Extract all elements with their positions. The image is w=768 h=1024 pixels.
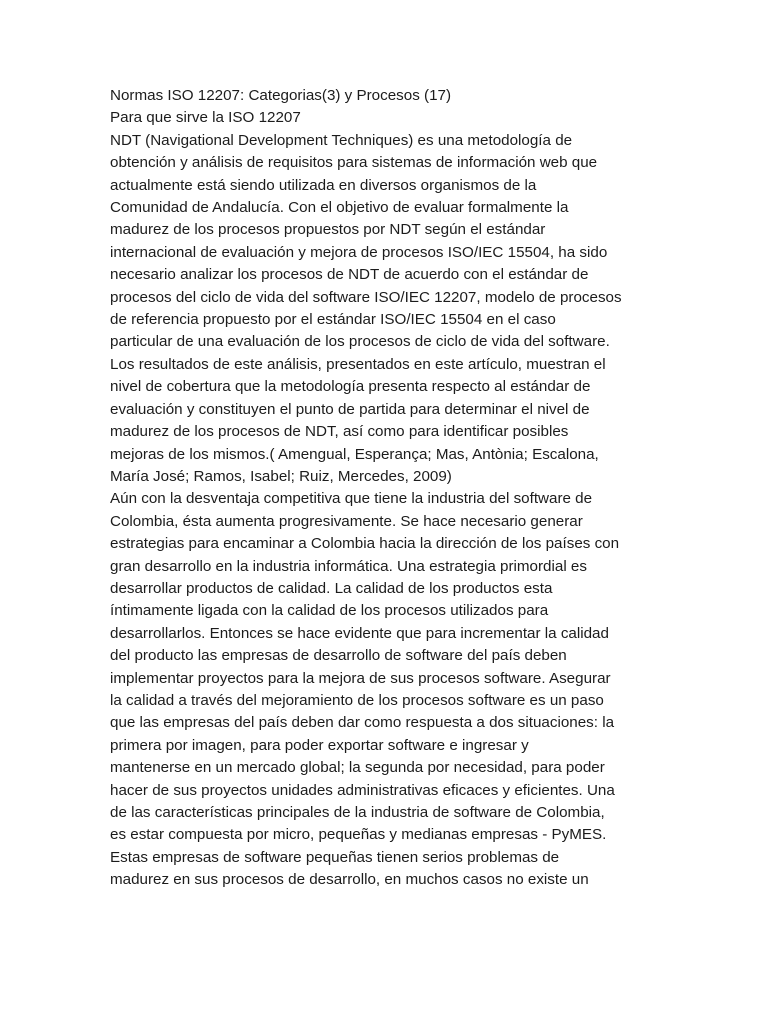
paragraph-line: implementar proyectos para la mejora de sus procesos software. Asegurar — [110, 669, 611, 687]
paragraph-line: gran desarrollo en la industria informática. Una estrategia primordial es — [110, 557, 587, 575]
paragraph-line: madurez de los procesos de NDT, así como para identificar posibles — [110, 423, 569, 441]
paragraph-line: actualmente está siendo utilizada en diversos organismos de la — [110, 176, 537, 194]
paragraph-line: íntimamente ligada con la calidad de los procesos utilizados para — [110, 602, 549, 620]
paragraph-colombia — [110, 488, 662, 891]
document-title: Normas ISO 12207: Categorias(3) y Procesos (17) — [110, 87, 452, 104]
paragraph-line: Colombia, ésta aumenta progresivamente. Se hace necesario generar — [110, 512, 583, 530]
paragraph-line: Aún con la desventaja competitiva que tiene la industria del software de — [110, 490, 593, 508]
paragraph-line: de referencia propuesto por el estándar ISO/IEC 15504 en el caso — [110, 311, 556, 329]
paragraph-line: evaluación y constituyen el punto de partida para determinar el nivel de — [110, 400, 590, 418]
paragraph-line: madurez en sus procesos de desarrollo, en muchos casos no existe un — [110, 871, 589, 889]
paragraph-line: la calidad a través del mejoramiento de los procesos software es un paso — [110, 691, 604, 709]
paragraph-ndt — [110, 130, 662, 489]
paragraph-line: procesos del ciclo de vida del software ISO/IEC 12207, modelo de procesos — [110, 288, 622, 306]
paragraph-line: es estar compuesta por micro, pequeñas y medianas empresas - PyMES. — [110, 826, 607, 844]
paragraph-line: particular de una evaluación de los procesos de ciclo de vida del software. — [110, 333, 610, 351]
paragraph-line: mantenerse en un mercado global; la segunda por necesidad, para poder — [110, 759, 605, 777]
paragraph-line: hacer de sus proyectos unidades administrativas eficaces y eficientes. Una — [110, 781, 615, 799]
paragraph-line: María José; Ramos, Isabel; Ruiz, Mercedes, 2009) — [110, 467, 452, 485]
paragraph-line: estrategias para encaminar a Colombia hacia la dirección de los países con — [110, 535, 620, 553]
paragraph-line: Estas empresas de software pequeñas tienen serios problemas de — [110, 848, 560, 866]
paragraph-line: Comunidad de Andalucía. Con el objetivo de evaluar formalmente la — [110, 199, 569, 217]
document-body — [110, 85, 662, 892]
paragraph-line: madurez de los procesos propuestos por NDT según el estándar — [110, 221, 546, 239]
document-subtitle: Para que sirve la ISO 12207 — [110, 109, 301, 127]
paragraph-line: primera por imagen, para poder exportar software e ingresar y — [110, 736, 529, 754]
paragraph-line: necesario analizar los procesos de NDT de acuerdo con el estándar de — [110, 266, 589, 284]
paragraph-line: mejoras de los mismos.( Amengual, Esperança; Mas, Antònia; Escalona, — [110, 445, 599, 463]
paragraph-line: nivel de cobertura que la metodología presenta respecto al estándar de — [110, 378, 591, 396]
paragraph-line: obtención y análisis de requisitos para sistemas de información web que — [110, 154, 598, 172]
paragraph-line: de las características principales de la industria de software de Colombia, — [110, 804, 605, 821]
paragraph-line: NDT (Navigational Development Techniques) es una metodología de — [110, 131, 573, 149]
paragraph-line: desarrollar productos de calidad. La calidad de los productos esta — [110, 579, 553, 597]
paragraph-line: que las empresas del país deben dar como respuesta a dos situaciones: la — [110, 714, 615, 732]
paragraph-line: Los resultados de este análisis, presentados en este artículo, muestran el — [110, 355, 606, 373]
paragraph-line: desarrollarlos. Entonces se hace evidente que para incrementar la calidad — [110, 624, 609, 642]
paragraph-line: del producto las empresas de desarrollo de software del país deben — [110, 647, 567, 665]
paragraph-line: internacional de evaluación y mejora de procesos ISO/IEC 15504, ha sido — [110, 243, 608, 261]
